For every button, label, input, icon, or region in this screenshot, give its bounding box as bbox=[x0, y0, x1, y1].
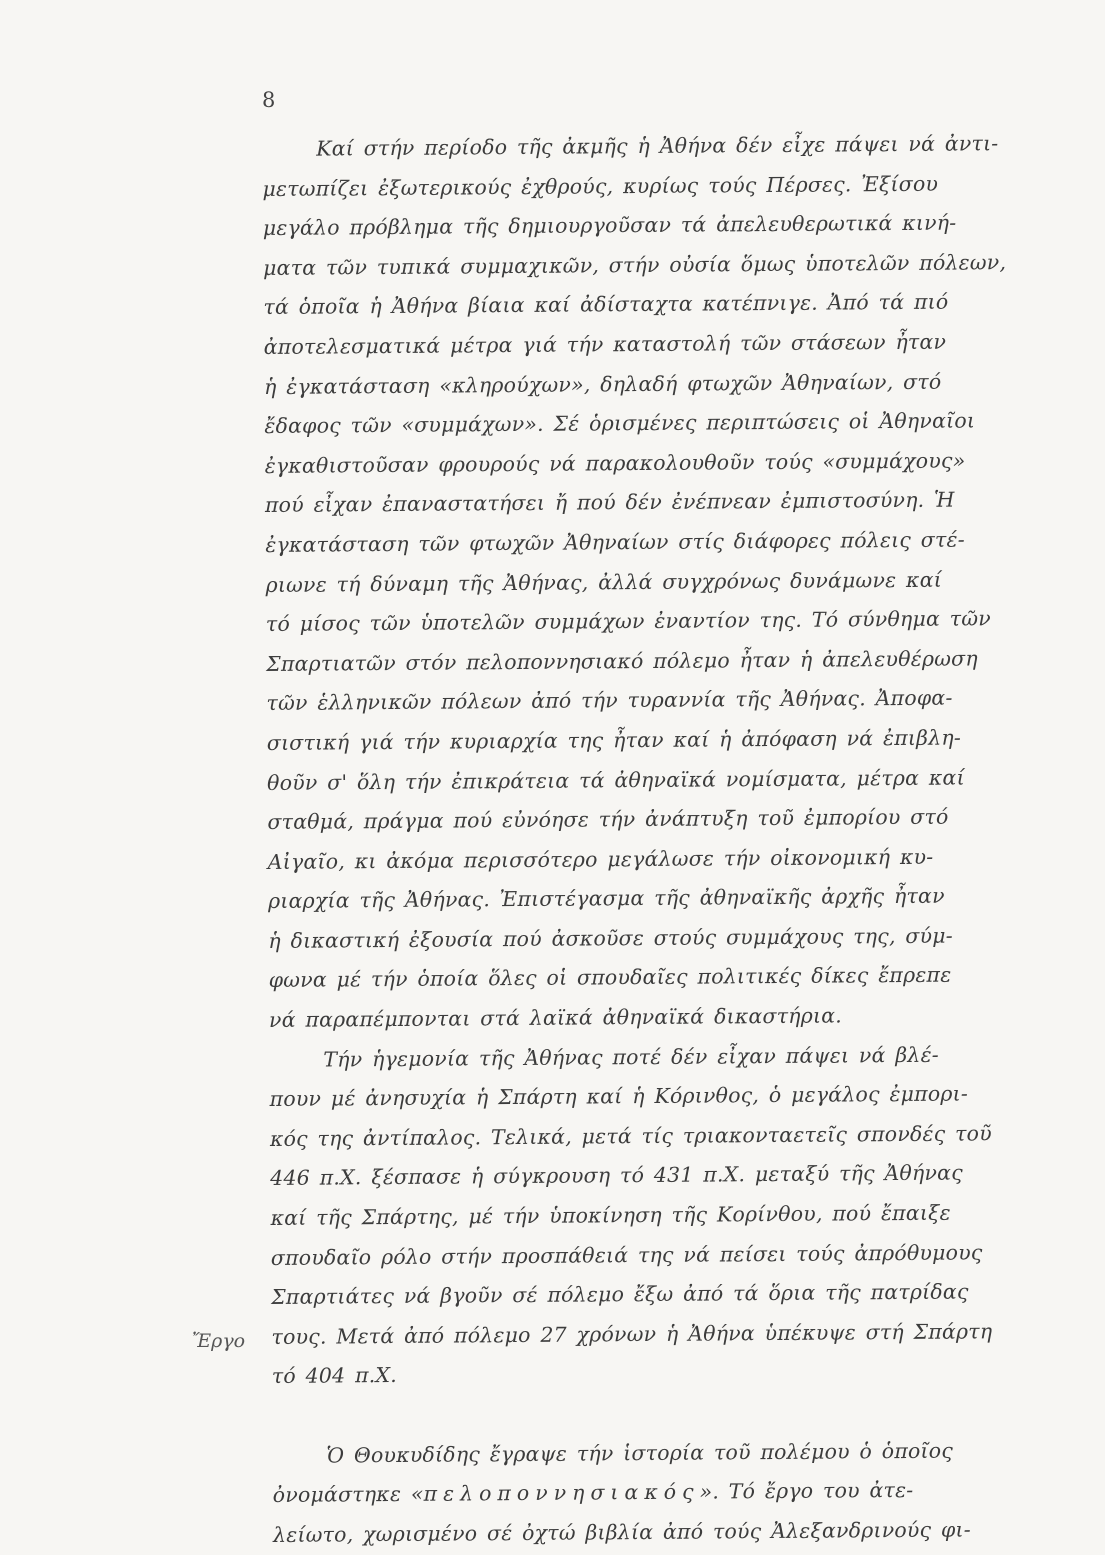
text-line: ἀποτελεσματικά μέτρα γιά τήν καταστολή τῶν στάσεων ἦταν bbox=[263, 329, 947, 359]
text-line: τῶν ἑλληνικῶν πόλεων ἀπό τήν τυραννία τῆς Ἀθήνας. Ἀποφα- bbox=[266, 685, 953, 716]
text-line: καί τῆς Σπάρτης, μέ τήν ὑποκίνηση τῆς Κορίνθου, πού ἔπαιξε bbox=[270, 1200, 951, 1230]
text-line: ἡ δικαστική ἐξουσία πού ἀσκοῦσε στούς συμμάχους της, σύμ- bbox=[268, 923, 953, 953]
text-line: νά παραπέμπονται στά λαϊκά ἀθηναϊκά δικαστήρια. bbox=[268, 1003, 843, 1033]
ergo-line-1: Ὁ Θουκυδίδης ἔγραψε τήν ἱστορία τοῦ πολέμου ὁ ὁποῖος bbox=[326, 1438, 954, 1468]
text-line: θοῦν σ' ὅλη τήν ἐπικράτεια τά ἀθηναϊκά νομίσματα, μέτρα καί bbox=[267, 765, 965, 795]
text-line: πουν μέ ἀνησυχία ἡ Σπάρτη καί ἡ Κόρινθος, ὁ μεγάλος ἐμπορι- bbox=[269, 1081, 969, 1112]
text-line: σπουδαῖο ρόλο στήν προσπάθειά της νά πείσει τούς ἀπρόθυμους bbox=[270, 1240, 983, 1270]
text-line: φωνα μέ τήν ὁποία ὅλες οἱ σπουδαῖες πολιτικές δίκες ἔπρεπε bbox=[268, 963, 952, 993]
text-line: ἔδαφος τῶν «συμμάχων». Σέ ὁρισμένες περιπτώσεις οἱ Ἀθηναῖοι bbox=[264, 408, 976, 439]
text-line: τους. Μετά ἀπό πόλεμο 27 χρόνων ἡ Ἀθήνα ὑπέκυψε στή Σπάρτη bbox=[271, 1319, 993, 1349]
body-text bbox=[262, 124, 1093, 1555]
text-line: 446 π.Χ. ξέσπασε ἡ σύγκρουση τό 431 π.Χ. μεταξύ τῆς Ἀθήνας bbox=[270, 1160, 963, 1191]
text-line: Αἰγαῖο, κι ἀκόμα περισσότερο μεγάλωσε τήν οἰκονομική κυ- bbox=[267, 844, 934, 874]
text-line: μετωπίζει ἐξωτερικούς ἐχθρούς, κυρίως τούς Πέρσες. Ἐξίσου bbox=[262, 171, 939, 201]
ergo-line-2-after: ». Τό ἔργο του ἀτε- bbox=[699, 1478, 914, 1504]
text-line: τά ὁποῖα ἡ Ἀθήνα βίαια καί ἀδίσταχτα κατέπνιγε. Ἀπό τά πιό bbox=[263, 289, 949, 320]
text-line: ἡ ἐγκατάσταση «κληρούχων», δηλαδή φτωχῶν Ἀθηναίων, στό bbox=[263, 369, 942, 399]
ergo-line-2 bbox=[273, 1470, 1093, 1516]
text-line: Σπαρτιατῶν στόν πελοποννησιακό πόλεμο ἦταν ἡ ἀπελευθέρωση bbox=[266, 646, 978, 676]
text-line: μεγάλο πρόβλημα τῆς δημιουργοῦσαν τά ἀπελευθερωτικά κινή- bbox=[262, 210, 957, 241]
text-line: ριωνε τή δύναμη τῆς Ἀθήνας, ἀλλά συγχρόνως δυνάμωνε καί bbox=[265, 567, 943, 597]
text-line: ματα τῶν τυπικά συμμαχικῶν, στήν οὐσία ὅμως ὑποτελῶν πόλεων, bbox=[262, 249, 1007, 280]
text-line: Τήν ἡγεμονία τῆς Ἀθήνας ποτέ δέν εἶχαν πάψει νά βλέ- bbox=[323, 1042, 939, 1072]
text-line: ἐγκαθιστοῦσαν φρουρούς νά παρακολουθοῦν τούς «συμμάχους» bbox=[264, 448, 966, 478]
text-line: τό μίσος τῶν ὑποτελῶν συμμάχων ἐναντίον της. Τό σύνθημα τῶν bbox=[265, 606, 991, 637]
page-number: 8 bbox=[262, 88, 276, 112]
ergo-line-2-before: ὀνομάστηκε « bbox=[272, 1481, 424, 1508]
text-line: σιστική γιά τήν κυριαρχία της ἦταν καί ἡ ἀπόφαση νά ἐπιβλη- bbox=[266, 725, 962, 755]
text-line: Σπαρτιάτες νά βγοῦν σέ πόλεμο ἔξω ἀπό τά ὅρια τῆς πατρίδας bbox=[271, 1279, 969, 1310]
ergo-line-2-spaced: πελοποννησιακός bbox=[423, 1479, 700, 1506]
margin-note: Ἔργο bbox=[192, 1330, 246, 1352]
text-line: κός της ἀντίπαλος. Τελικά, μετά τίς τριακονταετεῖς σπονδές τοῦ bbox=[269, 1121, 992, 1151]
text-line: ἐγκατάσταση τῶν φτωχῶν Ἀθηναίων στίς διάφορες πόλεις στέ- bbox=[265, 527, 965, 557]
ergo-line-3: λείωτο, χωρισμένο σέ ὀχτώ βιβλία ἀπό τούς Ἀλεξανδρινούς φι- bbox=[272, 1517, 971, 1547]
text-line: ριαρχία τῆς Ἀθήνας. Ἐπιστέγασμα τῆς ἀθηναϊκῆς ἀρχῆς ἦταν bbox=[267, 883, 945, 914]
text-line: πού εἶχαν ἐπαναστατήσει ἤ πού δέν ἐνέπνεαν ἐμπιστοσύνη. Ἡ bbox=[264, 487, 955, 518]
paragraph-spacer bbox=[272, 1391, 1092, 1437]
text-line: τό 404 π.Χ. bbox=[271, 1363, 398, 1389]
text-line: Καί στήν περίοδο τῆς ἀκμῆς ἡ Ἀθήνα δέν εἶχε πάψει νά ἀντι- bbox=[316, 131, 999, 161]
text-line: σταθμά, πράγμα πού εὐνόησε τήν ἀνάπτυξη τοῦ ἐμπορίου στό bbox=[267, 804, 949, 835]
